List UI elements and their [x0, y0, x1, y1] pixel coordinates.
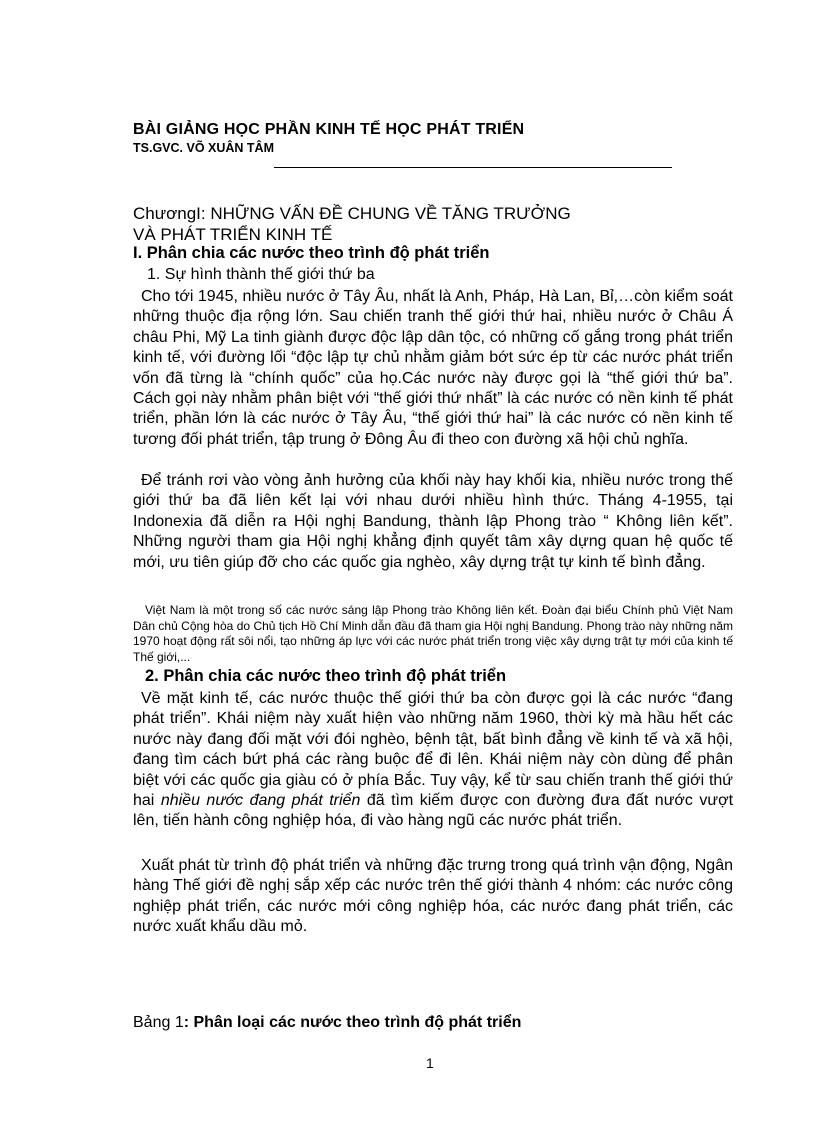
chapter-title-line-2: VÀ PHÁT TRIỂN KINH TẾ: [133, 225, 333, 244]
paragraph-developing-italic: nhiều nước đang phát triển: [160, 792, 361, 810]
table-caption: [133, 1014, 521, 1032]
paragraph-world-bank-groups: Xuất phát từ trình độ phát triển và những đặc trưng trong quá trình vận động, Ngân hàng Thế giới đề nghị sắp xếp các nước trên thế giới thành 4 nhóm: các nước công nghiệp phát triển, các nước mới công nghiệp hóa, các nước đang phát triển, các nước xuất khẩu dầu mỏ.: [133, 857, 733, 936]
paragraph-third-world-origin: Cho tới 1945, nhiều nước ở Tây Âu, nhất là Anh, Pháp, Hà Lan, Bỉ,…còn kiểm soát những thuộc địa rộng lớn. Sau chiến tranh thế giới thứ hai, nhiều nước ở Châu Á châu Phi, Mỹ La tinh giành được độc lập dân tộc, có những cố gắng trong phát triển kinh tế, với đường lối “độc lập tự chủ nhằm giảm bớt sức ép từ các nước phát triển vốn đã từng là “chính quốc” của họ.Các nước này được gọi là “thế giới thứ ba”. Cách gọi này nhằm phân biệt với “thế giới thứ nhất” là các nước có nền kinh tế phát triển, phần lớn là các nước ở Tây Âu, “thế giới thứ hai” là các nước có nền kinh tế tương đối phát triển, tập trung ở Đông Âu đi theo con đường xã hội chủ nghĩa.: [133, 288, 733, 448]
subsection-heading-1: 1. Sự hình thành thế giới thứ ba: [147, 266, 375, 283]
paragraph-non-aligned-movement: Để tránh rơi vào vòng ảnh hưởng của khối này hay khối kia, nhiều nước trong thế giới thứ ba đã liên kết lại với nhau dưới nhiều hình thức. Tháng 4-1955, tại Indonexia đã diễn ra Hội nghị Bandung, thành lập Phong trào “ Không liên kết”. Những người tham gia Hội nghị khẳng định quyết tâm xây dựng quan hệ quốc tế mới, ưu tiên giúp đỡ cho các quốc gia nghèo, xây dựng trật tự kinh tế bình đẳng.: [133, 472, 733, 571]
paragraph-developing-countries: [133, 689, 733, 832]
chapter-title-line-1: ChươngI: NHỮNG VẤN ĐỀ CHUNG VỀ TĂNG TRƯỞNG: [133, 204, 571, 223]
header-divider: [274, 167, 672, 168]
section-heading-1: I. Phân chia các nước theo trình độ phát triển: [133, 244, 490, 262]
table-caption-title: : Phân loại các nước theo trình độ phát triển: [183, 1014, 522, 1031]
footnote-vietnam-bandung: Việt Nam là một trong số các nước sáng lập Phong trào Không liên kết. Đoàn đại biểu Chính phủ Việt Nam Dân chủ Cộng hòa do Chủ tịch Hồ Chí Minh dẫn đầu đã tham gia Hội nghị Bandung. Phong trào này những năm 1970 hoạt động rất sôi nổi, tạo những áp lực với các nước phát triển trong việc xây dựng trật tự mới của kinh tế Thế giới,...: [133, 603, 733, 664]
paragraph-developing-text-after: đã tìm kiếm được con đường đưa đất nước vượt lên, tiến hành công nghiệp hóa, đi vào hàng ngũ các nước phát triển.: [133, 792, 734, 830]
lecture-title: BÀI GIẢNG HỌC PHẦN KINH TẾ HỌC PHÁT TRIỂN: [133, 121, 525, 138]
paragraph-developing-text-before: Về mặt kinh tế, các nước thuộc thế giới thứ ba còn được gọi là các nước “đang phát triển”. Khái niệm này xuất hiện vào những năm 1960, thời kỳ mà hầu hết các nước này đang đối mặt với đói nghèo, bệnh tật, bất bình đẳng về kinh tế và xã hội, đang tìm cách bứt phá các ràng buộc để đi lên. Khái niệm này còn dùng để phân biệt với các quốc gia giàu có ở phía Bắc. Tuy vậy, kể từ sau chiến tranh thế giới thứ hai: [133, 690, 733, 810]
table-caption-prefix: Bảng 1: [133, 1014, 184, 1031]
page-number: 1: [426, 1055, 434, 1071]
section-heading-2: 2. Phân chia các nước theo trình độ phát triển: [145, 667, 507, 685]
author-line: TS.GVC. VÕ XUÂN TÂM: [133, 141, 274, 155]
